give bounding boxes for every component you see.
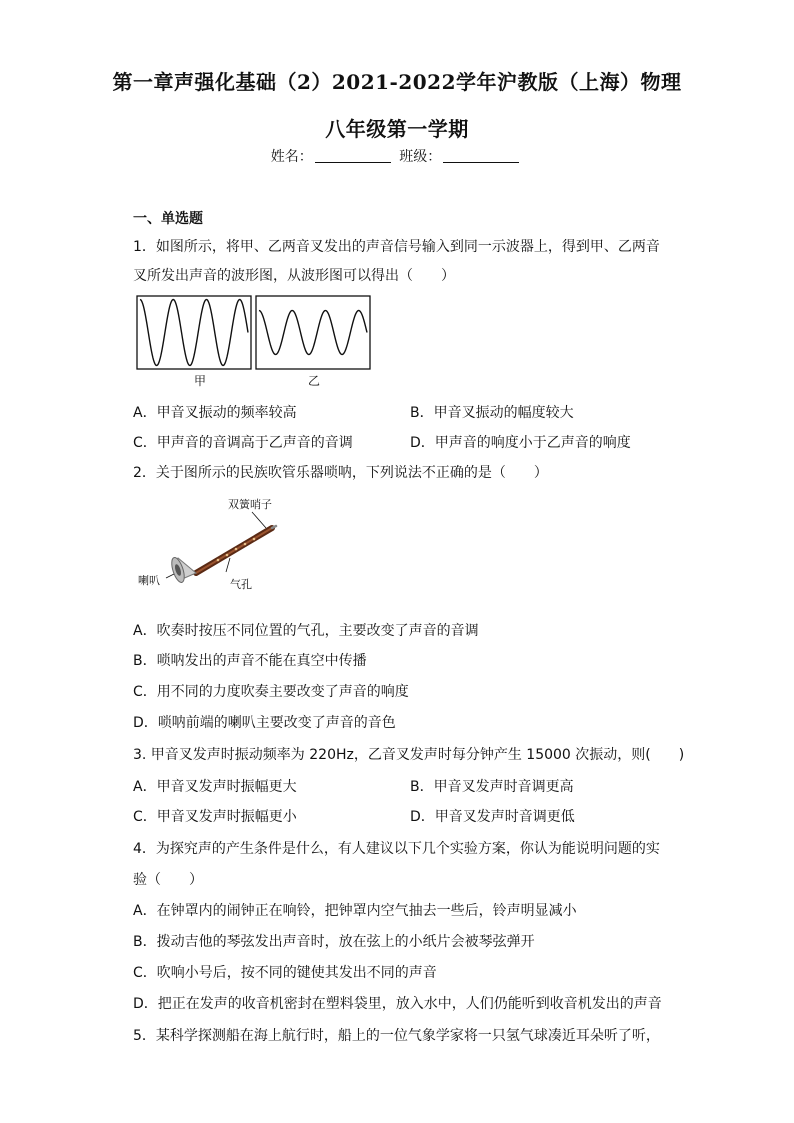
waveform-label-jia: 甲 [193,374,207,388]
q3-stem-line1: 3. 甲音叉发声时振动频率为 220Hz，乙音叉发声时每分钟产生 15000 次振动，则( ) [133,747,685,763]
q3-option-c[interactable]: C．甲音叉发声时振幅更小 [133,809,297,825]
q2-option-b[interactable]: B．唢呐发出的声音不能在真空中传播 [133,653,367,669]
q2-option-d[interactable]: D．唢呐前端的喇叭主要改变了声音的音色 [133,715,396,731]
q4-stem-line2: 验（ ） [133,872,203,888]
q3-option-d[interactable]: D．甲音叉发声时音调更低 [410,809,575,825]
name-label: 姓名： [270,149,313,165]
q1-stem-line2: 叉所发出声音的波形图，从波形图可以得出（ ） [133,268,455,284]
q2-stem-line1: 2．关于图所示的民族吹管乐器唢呐，下列说法不正确的是（ ） [133,465,548,481]
q1-stem-line1: 1．如图所示，将甲、乙两音叉发出的声音信号输入到同一示波器上，得到甲、乙两音 [133,239,660,255]
class-blank[interactable] [443,149,519,163]
q4-option-a[interactable]: A．在钟罩内的闹钟正在响铃，把钟罩内空气抽去一些后，铃声明显减小 [133,903,577,919]
q3-option-b[interactable]: B．甲音叉发声时音调更高 [410,779,574,795]
suona-hole [217,559,220,562]
q1-waveform-figure [136,292,376,390]
waveform-yi [259,311,367,355]
q4-option-d[interactable]: D．把正在发声的收音机密封在塑料袋里，放入水中，人们仍能听到收音机发出的声音 [133,996,662,1012]
q4-stem-line1: 4．为探究声的产生条件是什么，有人建议以下几个实验方案，你认为能说明问题的实 [133,841,660,857]
waveform-label-yi: 乙 [307,374,321,388]
q4-option-c[interactable]: C．吹响小号后，按不同的键使其发出不同的声音 [133,965,437,981]
name-blank[interactable] [315,149,391,163]
section-title: 一、单选题 [133,211,203,227]
label-bell: 喇叭 [138,574,160,587]
label-hole: 气孔 [230,578,252,591]
q2-suona-figure [134,494,304,606]
q1-option-a[interactable]: A．甲音叉振动的频率较高 [133,405,297,421]
class-label: 班级： [399,149,442,165]
q2-option-c[interactable]: C．用不同的力度吹奏主要改变了声音的响度 [133,684,409,700]
q4-option-b[interactable]: B．拨动吉他的琴弦发出声音时，放在弦上的小纸片会被琴弦弹开 [133,934,535,950]
q1-option-c[interactable]: C．甲声音的音调高于乙声音的音调 [133,435,353,451]
label-reed: 双簧哨子 [228,498,272,511]
document-title-line2: 八年级第一学期 [325,117,469,141]
q5-stem-line1: 5．某科学探测船在海上航行时，船上的一位气象学家将一只氢气球凑近耳朵听了听， [133,1028,660,1044]
document-title-line1: 第一章声强化基础（2）2021-2022学年沪教版（上海）物理 [112,70,682,94]
q2-option-a[interactable]: A．吹奏时按压不同位置的气孔，主要改变了声音的音调 [133,623,479,639]
q1-option-b[interactable]: B．甲音叉振动的幅度较大 [410,405,574,421]
student-info [0,146,794,166]
q1-option-d[interactable]: D．甲声音的响度小于乙声音的响度 [410,435,631,451]
q3-option-a[interactable]: A．甲音叉发声时振幅更大 [133,779,297,795]
waveform-box-yi [256,296,370,369]
waveform-jia [140,300,248,366]
